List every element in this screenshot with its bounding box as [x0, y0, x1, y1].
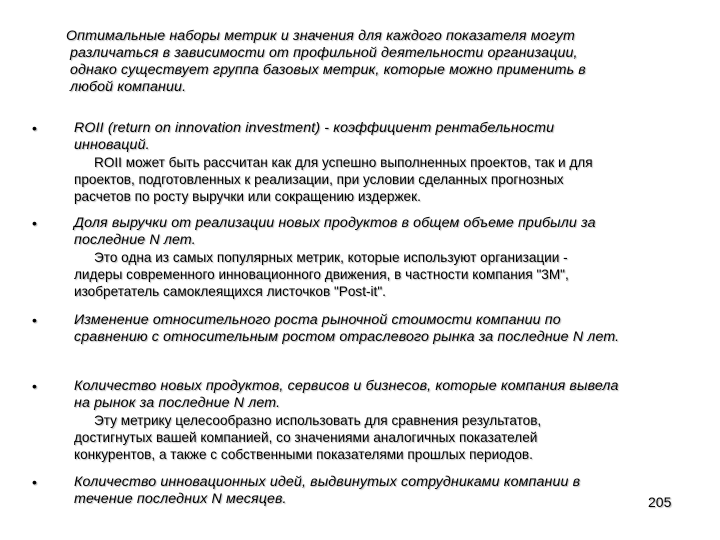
bullet-title-line: ROII (return on innovation investment) - коэффициент рентабельности [74, 120, 555, 136]
bullet-desc-line: лидеры современного инновационного движения, в частности компания "3M", [74, 267, 569, 282]
intro-line-2: различаться в зависимости от профильной деятельности организации, [70, 45, 578, 61]
bullet-title-line: течение последних N месяцев. [74, 491, 287, 507]
bullet-body [74, 378, 684, 463]
page-number: 205 [648, 494, 672, 510]
bullet-body [74, 215, 684, 300]
bullet-title-line: Доля выручки от реализации новых продуктов в общем объеме прибыли за [74, 215, 596, 231]
bullet-dot-icon: • [32, 215, 37, 231]
bullet-body [74, 474, 684, 508]
bullet-desc-line: достигнутых вашей компанией, со значениями аналогичных показателей [74, 430, 538, 445]
bullet-title-line: на рынок за последние N лет. [74, 395, 281, 411]
bullet-dot-icon: • [32, 120, 37, 136]
bullet-dot-icon: • [32, 312, 37, 328]
bullet-title [74, 120, 684, 154]
bullet-title [74, 378, 684, 412]
bullet-title-line: Количество новых продуктов, сервисов и бизнесов, которые компания вывела [74, 378, 619, 394]
bullet-desc-line: расчетов по росту выручки или сокращению издержек. [74, 189, 421, 204]
bullet-desc-line: проектов, подготовленных к реализации, при условии сделанных прогнозных [74, 172, 564, 187]
bullet-description [74, 249, 684, 300]
bullet-desc-line: Эту метрику целесообразно использовать для сравнения результатов, [94, 413, 542, 428]
bullet-body [74, 312, 684, 346]
intro-line-1: Оптимальные наборы метрик и значения для каждого показателя могут [66, 28, 576, 44]
bullet-title-line: последние N лет. [74, 232, 196, 248]
bullet-title [74, 474, 684, 508]
bullet-title-line: инноваций. [74, 137, 150, 153]
intro-line-4: любой компании. [70, 79, 187, 95]
bullet-body [74, 120, 684, 205]
bullet-desc-line: ROII может быть рассчитан как для успешно выполненных проектов, так и для [94, 155, 593, 170]
bullet-title [74, 215, 684, 249]
bullet-desc-line: конкурентов, а также с собственными показателями прошлых периодов. [74, 447, 533, 462]
bullet-description [74, 154, 684, 205]
bullet-title-line: Изменение относительного роста рыночной стоимости компании по [74, 312, 561, 328]
bullet-dot-icon: • [32, 378, 37, 394]
bullet-title-line: Количество инновационных идей, выдвинутых сотрудниками компании в [74, 474, 581, 490]
bullet-dot-icon: • [32, 474, 37, 490]
bullet-desc-line: изобретатель самоклеящихся листочков "Post-it". [74, 284, 386, 299]
bullet-description [74, 412, 684, 463]
bullet-title-line: сравнению с относительным ростом отраслевого рынка за последние N лет. [74, 329, 620, 345]
bullet-desc-line: Это одна из самых популярных метрик, которые используют организации - [94, 250, 568, 265]
bullet-title [74, 312, 684, 346]
intro-paragraph [62, 28, 682, 96]
intro-line-3: однако существует группа базовых метрик, которые можно применить в [70, 62, 586, 78]
